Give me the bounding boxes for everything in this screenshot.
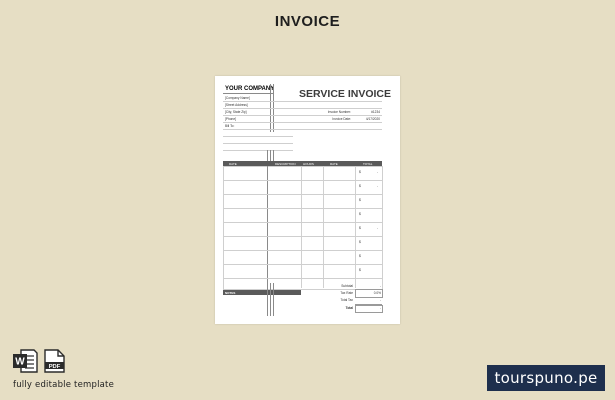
invoice-number-value: #1234 bbox=[371, 110, 380, 114]
invoice-preview bbox=[215, 76, 400, 324]
tax-rate-value: 0.0% bbox=[373, 291, 381, 295]
notes-label: NOTES bbox=[225, 290, 236, 295]
pdf-letters: PDF bbox=[48, 363, 61, 370]
col-description: DESCRIPTION bbox=[275, 161, 296, 166]
total-value: - bbox=[379, 306, 381, 310]
col-rate: RATE bbox=[330, 161, 338, 166]
invoice-date-label: Invoice Date: bbox=[332, 117, 351, 121]
word-letter: W bbox=[15, 356, 25, 368]
address-line: [Street Address] bbox=[225, 103, 248, 107]
col-total: TOTAL bbox=[363, 161, 373, 166]
invoice-sheet: YOUR COMPANY SERVICE INVOICE [Company Name] [Street Address] [City, State Zip] [Phone] Invoice Number: #1234 Invoice Date: 4/17/2020 Bill To: DATE DESCRIPTION HOURS RATE TOTAL $ - $ - $ $ $ - $ $ $ NOTES Subtotal - Tax Rate 0.0% Total Tax - Total - bbox=[223, 84, 392, 316]
subtotal-value: - bbox=[379, 284, 381, 288]
address-line: [City, State Zip] bbox=[225, 110, 247, 114]
address-line: [Phone] bbox=[225, 117, 236, 121]
subtotal-label: Subtotal bbox=[341, 284, 353, 288]
invoice-title: SERVICE INVOICE bbox=[299, 88, 391, 100]
brand-badge[interactable]: tourspuno.pe bbox=[487, 365, 605, 391]
col-hours: HOURS bbox=[303, 161, 314, 166]
invoice-number-label: Invoice Number: bbox=[327, 110, 351, 114]
bill-to-label: Bill To: bbox=[225, 124, 235, 128]
total-tax-value: - bbox=[379, 298, 381, 302]
page-title: INVOICE bbox=[274, 13, 341, 30]
total-tax-label: Total Tax bbox=[340, 298, 353, 302]
address-line: [Company Name] bbox=[225, 96, 250, 100]
notes-header bbox=[223, 290, 301, 295]
col-date: DATE bbox=[229, 161, 237, 166]
tax-rate-label: Tax Rate bbox=[340, 291, 353, 295]
caption: fully editable template bbox=[13, 380, 115, 390]
pdf-file-icon[interactable] bbox=[43, 349, 65, 373]
company-name: YOUR COMPANY bbox=[225, 86, 275, 92]
invoice-date-value: 4/17/2020 bbox=[365, 117, 380, 121]
word-file-icon[interactable] bbox=[12, 349, 38, 373]
total-label: Total bbox=[345, 306, 353, 310]
